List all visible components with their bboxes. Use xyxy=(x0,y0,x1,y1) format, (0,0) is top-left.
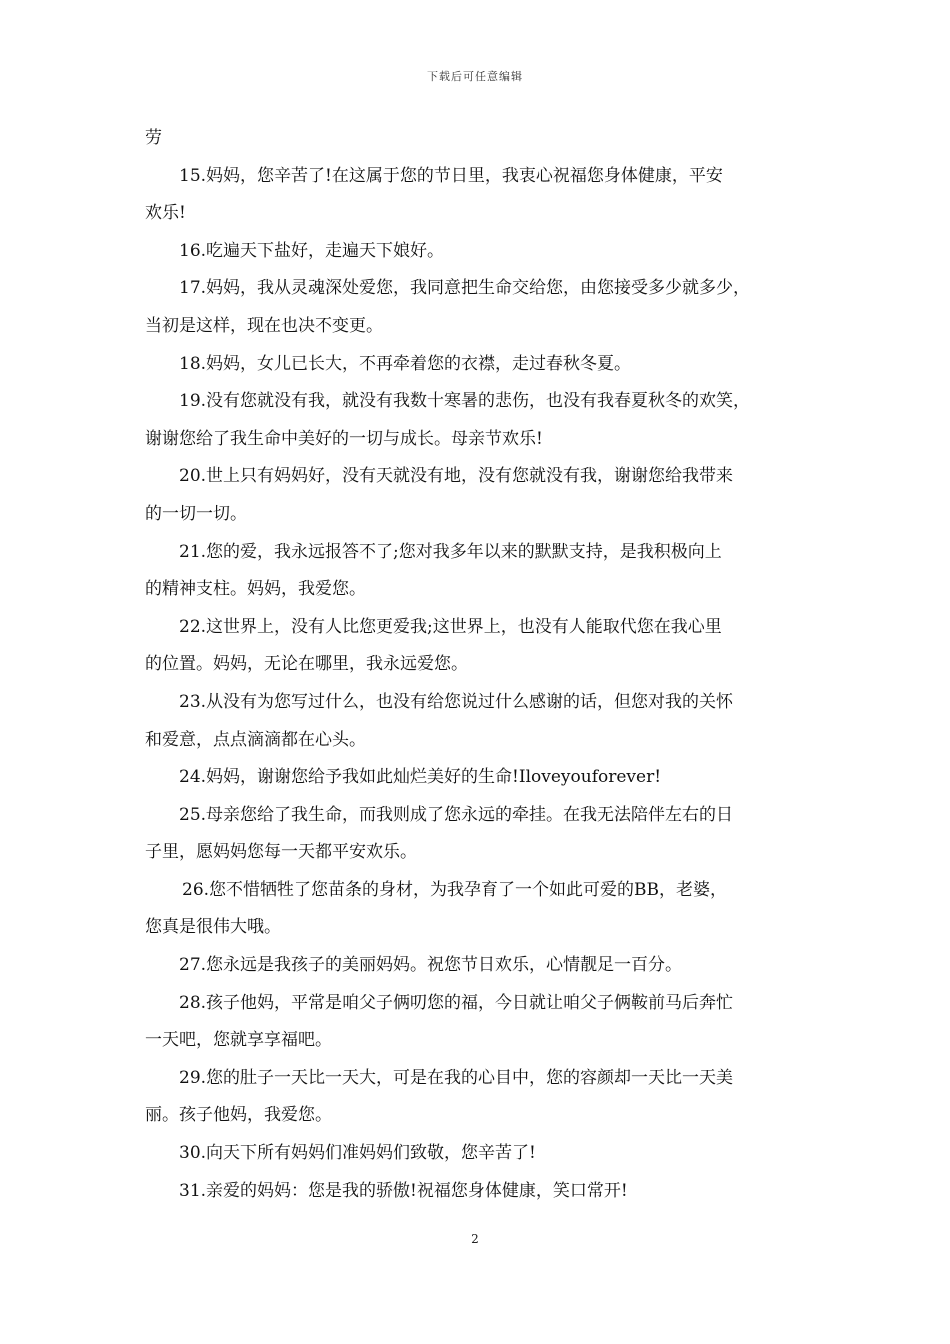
paragraph-15-line-2: 欢乐! xyxy=(145,203,186,224)
paragraph-24-line-1: 24.妈妈，谢谢您给予我如此灿烂美好的生命!Iloveyouforever! xyxy=(179,767,662,788)
text-line: 劳 xyxy=(145,128,162,148)
paragraph-26-line-1: 26.您不惜牺牲了您苗条的身材，为我孕育了一个如此可爱的BB，老婆， xyxy=(182,879,728,900)
paragraph-28-line-2: 一天吧，您就享享福吧。 xyxy=(145,1030,332,1051)
paragraph-17-line-2: 当初是这样，现在也决不变更。 xyxy=(145,315,383,336)
paragraph-26-line-2: 您真是很伟大哦。 xyxy=(145,917,281,938)
paragraph-28-line-1: 28.孩子他妈，平常是咱父子俩叨您的福，今日就让咱父子俩鞍前马后奔忙 xyxy=(179,992,734,1013)
paragraph-20-line-1: 20.世上只有妈妈好，没有天就没有地，没有您就没有我，谢谢您给我带来 xyxy=(179,466,734,487)
paragraph-18-line-1: 18.妈妈，女儿已长大，不再牵着您的衣襟，走过春秋冬夏。 xyxy=(179,353,632,374)
paragraph-25-line-1: 25.母亲您给了我生命，而我则成了您永远的牵挂。在我无法陪伴左右的日 xyxy=(179,804,734,825)
paragraph-23-line-1: 23.从没有为您写过什么，也没有给您说过什么感谢的话，但您对我的关怀 xyxy=(179,691,734,712)
paragraph-23-line-2: 和爱意，点点滴滴都在心头。 xyxy=(145,729,366,750)
page-header: 下载后可任意编辑 xyxy=(427,70,523,83)
paragraph-15-line-1: 15.妈妈，您辛苦了!在这属于您的节日里，我衷心祝福您身体健康，平安 xyxy=(179,165,723,186)
paragraph-20-line-2: 的一切一切。 xyxy=(145,503,247,524)
paragraph-27-line-1: 27.您永远是我孩子的美丽妈妈。祝您节日欢乐，心情靓足一百分。 xyxy=(179,955,683,976)
paragraph-30-line-1: 30.向天下所有妈妈们准妈妈们致敬，您辛苦了! xyxy=(179,1143,536,1164)
paragraph-19-line-2: 谢谢您给了我生命中美好的一切与成长。母亲节欢乐! xyxy=(145,428,543,449)
paragraph-21-line-1: 21.您的爱，我永远报答不了;您对我多年以来的默默支持，是我积极向上 xyxy=(179,541,722,562)
paragraph-22-line-1: 22.这世界上，没有人比您更爱我;这世界上，也没有人能取代您在我心里 xyxy=(179,616,722,637)
paragraph-16-line-1: 16.吃遍天下盐好，走遍天下娘好。 xyxy=(179,240,445,261)
paragraph-25-line-2: 子里，愿妈妈您每一天都平安欢乐。 xyxy=(145,842,417,863)
paragraph-19-line-1: 19.没有您就没有我，就没有我数十寒暑的悲伤，也没有我春夏秋冬的欢笑， xyxy=(179,391,751,412)
paragraph-29-line-1: 29.您的肚子一天比一天大，可是在我的心目中，您的容颜却一天比一天美 xyxy=(179,1067,734,1088)
document-body xyxy=(145,120,813,1210)
paragraph-22-line-2: 的位置。妈妈，无论在哪里，我永远爱您。 xyxy=(145,654,468,675)
paragraph-21-line-2: 的精神支柱。妈妈，我爱您。 xyxy=(145,579,366,600)
page-number: 2 xyxy=(471,1232,479,1246)
paragraph-29-line-2: 丽。孩子他妈，我爱您。 xyxy=(145,1105,332,1126)
paragraph-31-line-1: 31.亲爱的妈妈：您是我的骄傲!祝福您身体健康，笑口常开! xyxy=(179,1180,628,1201)
paragraph-17-line-1: 17.妈妈，我从灵魂深处爱您，我同意把生命交给您，由您接受多少就多少， xyxy=(179,278,751,299)
